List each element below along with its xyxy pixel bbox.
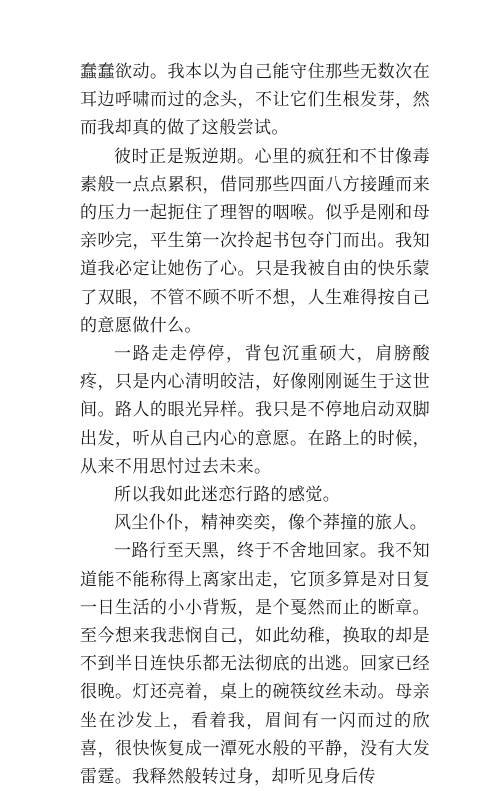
paragraph-3: 一路走走停停，背包沉重硕大，肩膀酸疼，只是内心清明皎洁，好像刚刚诞生于这世间。路人的眼光异样。我只是不停地启动双脚出发，听从自己内心的意愿。在路上的时候，从来不用思忖过去未来。 [80, 344, 430, 477]
paragraph-6: 一路行至天黑，终于不舍地回家。我不知道能不能称得上离家出走，它顶多算是对日复一日生活的小小背叛，是个戛然而止的断章。至今想来我悲悯自己，如此幼稚，换取的却是不到半日连快乐都无法彻底的出逃。回家已经很晚。灯还亮着，桌上的碗筷纹丝未动。母亲坐在沙发上，看着我，眉间有一闪而过的欣喜，很快恢复成一潭死水般的平静，没有大发雷霆。我释然般转过身，却听见身后传 [80, 541, 430, 788]
paragraph-1: 蠢蠢欲动。我本以为自己能守住那些无数次在耳边呼啸而过的念头，不让它们生根发芽，然而我却真的做了这般尝试。 [80, 62, 430, 139]
paragraph-4: 所以我如此迷恋行路的感觉。 [114, 485, 341, 506]
paragraph-5: 风尘仆仆，精神奕奕，像个莽撞的旅人。 [114, 513, 428, 534]
paragraph-2: 彼时正是叛逆期。心里的疯狂和不甘像毒素般一点点累积，借同那些四面八方接踵而来的压力一起扼住了理智的咽喉。似乎是刚和母亲吵完，平生第一次拎起书包夺门而出。我知道我必定让她伤了心。只是我被自由的快乐蒙了双眼，不管不顾不听不想，人生难得按自己的意愿做什么。 [80, 146, 430, 336]
